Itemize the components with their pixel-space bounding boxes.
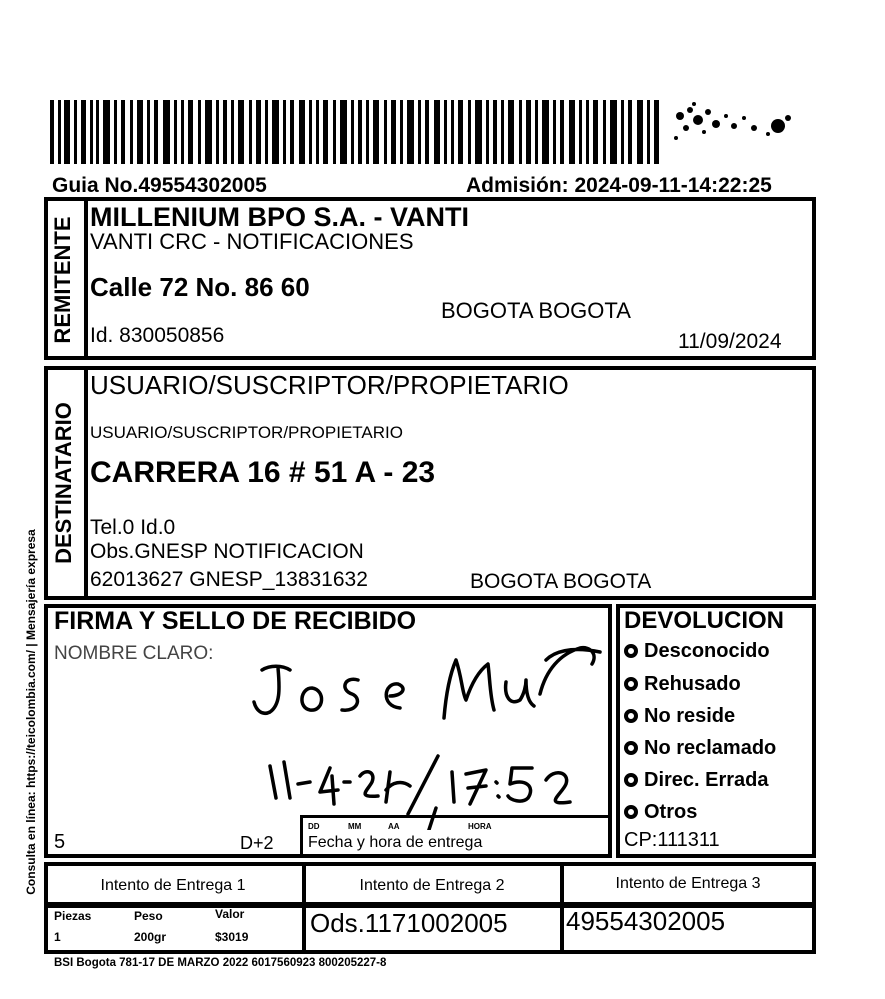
remitente-dept: VANTI CRC - NOTIFICACIONES [90,229,414,254]
remitente-city: BOGOTA BOGOTA [441,298,631,323]
radio-icon [624,677,638,691]
devolucion-option-direc-errada[interactable]: Direc. Errada [624,770,769,790]
destinatario-label: DESTINATARIO [51,402,76,564]
devolucion-title: DEVOLUCION [624,607,785,634]
destinatario-ref: 62013627 GNESP_13831632 [90,568,368,591]
piezas-label: Piezas [54,909,92,923]
peso-label: Peso [134,909,163,923]
intento-entrega-1: Intento de Entrega 1 [100,877,246,894]
devolucion-option-no-reclamado[interactable]: No reclamado [624,738,776,758]
tracking-number: 49554302005 [566,906,726,936]
radio-icon [624,644,638,658]
remitente-address: Calle 72 No. 86 60 [90,272,310,302]
radio-icon [624,773,638,787]
hora-label: HORA [468,822,492,831]
devolucion-option-otros[interactable]: Otros [624,802,697,822]
dd-label: DD [308,822,320,831]
intento-entrega-2: Intento de Entrega 2 [359,877,505,894]
radio-icon [624,805,638,819]
side-note: Consulta en línea: https://teicolombia.com/ | Mensajería expresa [24,529,38,895]
intento-entrega-3: Intento de Entrega 3 [615,875,761,892]
admision-date: Admisión: 2024-09-11-14:22:25 [466,174,772,197]
aa-label: AA [388,822,400,831]
firma-title: FIRMA Y SELLO DE RECIBIDO [54,607,417,635]
remitente-date: 11/09/2024 [678,330,782,353]
print-noise-mark [668,98,798,148]
destinatario-name-secondary: USUARIO/SUSCRIPTOR/PROPIETARIO [90,423,403,442]
guia-number: Guia No.49554302005 [52,174,267,197]
devolucion-option-no-reside[interactable]: No reside [624,706,735,726]
handwritten-signature [240,630,620,830]
nombre-claro-label: NOMBRE CLARO: [54,643,214,664]
cp-code: CP:111311 [624,829,720,851]
barcode [50,100,660,164]
devolucion-option-rehusado[interactable]: Rehusado [624,674,741,694]
fecha-hora-label: Fecha y hora de entrega [308,834,483,851]
destinatario-city: BOGOTA BOGOTA [470,570,652,593]
destinatario-address: CARRERA 16 # 51 A - 23 [90,456,436,489]
destinatario-obs: Obs.GNESP NOTIFICACION [90,540,364,563]
piezas-value: 1 [54,930,61,944]
valor-label: Valor [215,907,245,921]
destinatario-name: USUARIO/SUSCRIPTOR/PROPIETARIO [90,370,569,400]
radio-icon [624,709,638,723]
remitente-label: REMITENTE [50,216,75,344]
destinatario-tel: Tel.0 Id.0 [90,516,176,539]
remitente-name: MILLENIUM BPO S.A. - VANTI [90,202,469,232]
ods-number: Ods.1171002005 [310,908,508,938]
peso-value: 200gr [134,930,167,944]
footer-info: BSI Bogota 781-17 DE MARZO 2022 6017560923 800205227-8 [54,957,387,969]
devolucion-option-desconocido[interactable]: Desconocido [624,641,770,661]
pieces-count-small: 5 [54,831,66,853]
valor-value: $3019 [215,930,249,944]
mm-label: MM [348,822,362,831]
d-plus-label: D+2 [240,833,274,853]
radio-icon [624,741,638,755]
remitente-id: Id. 830050856 [90,324,225,347]
